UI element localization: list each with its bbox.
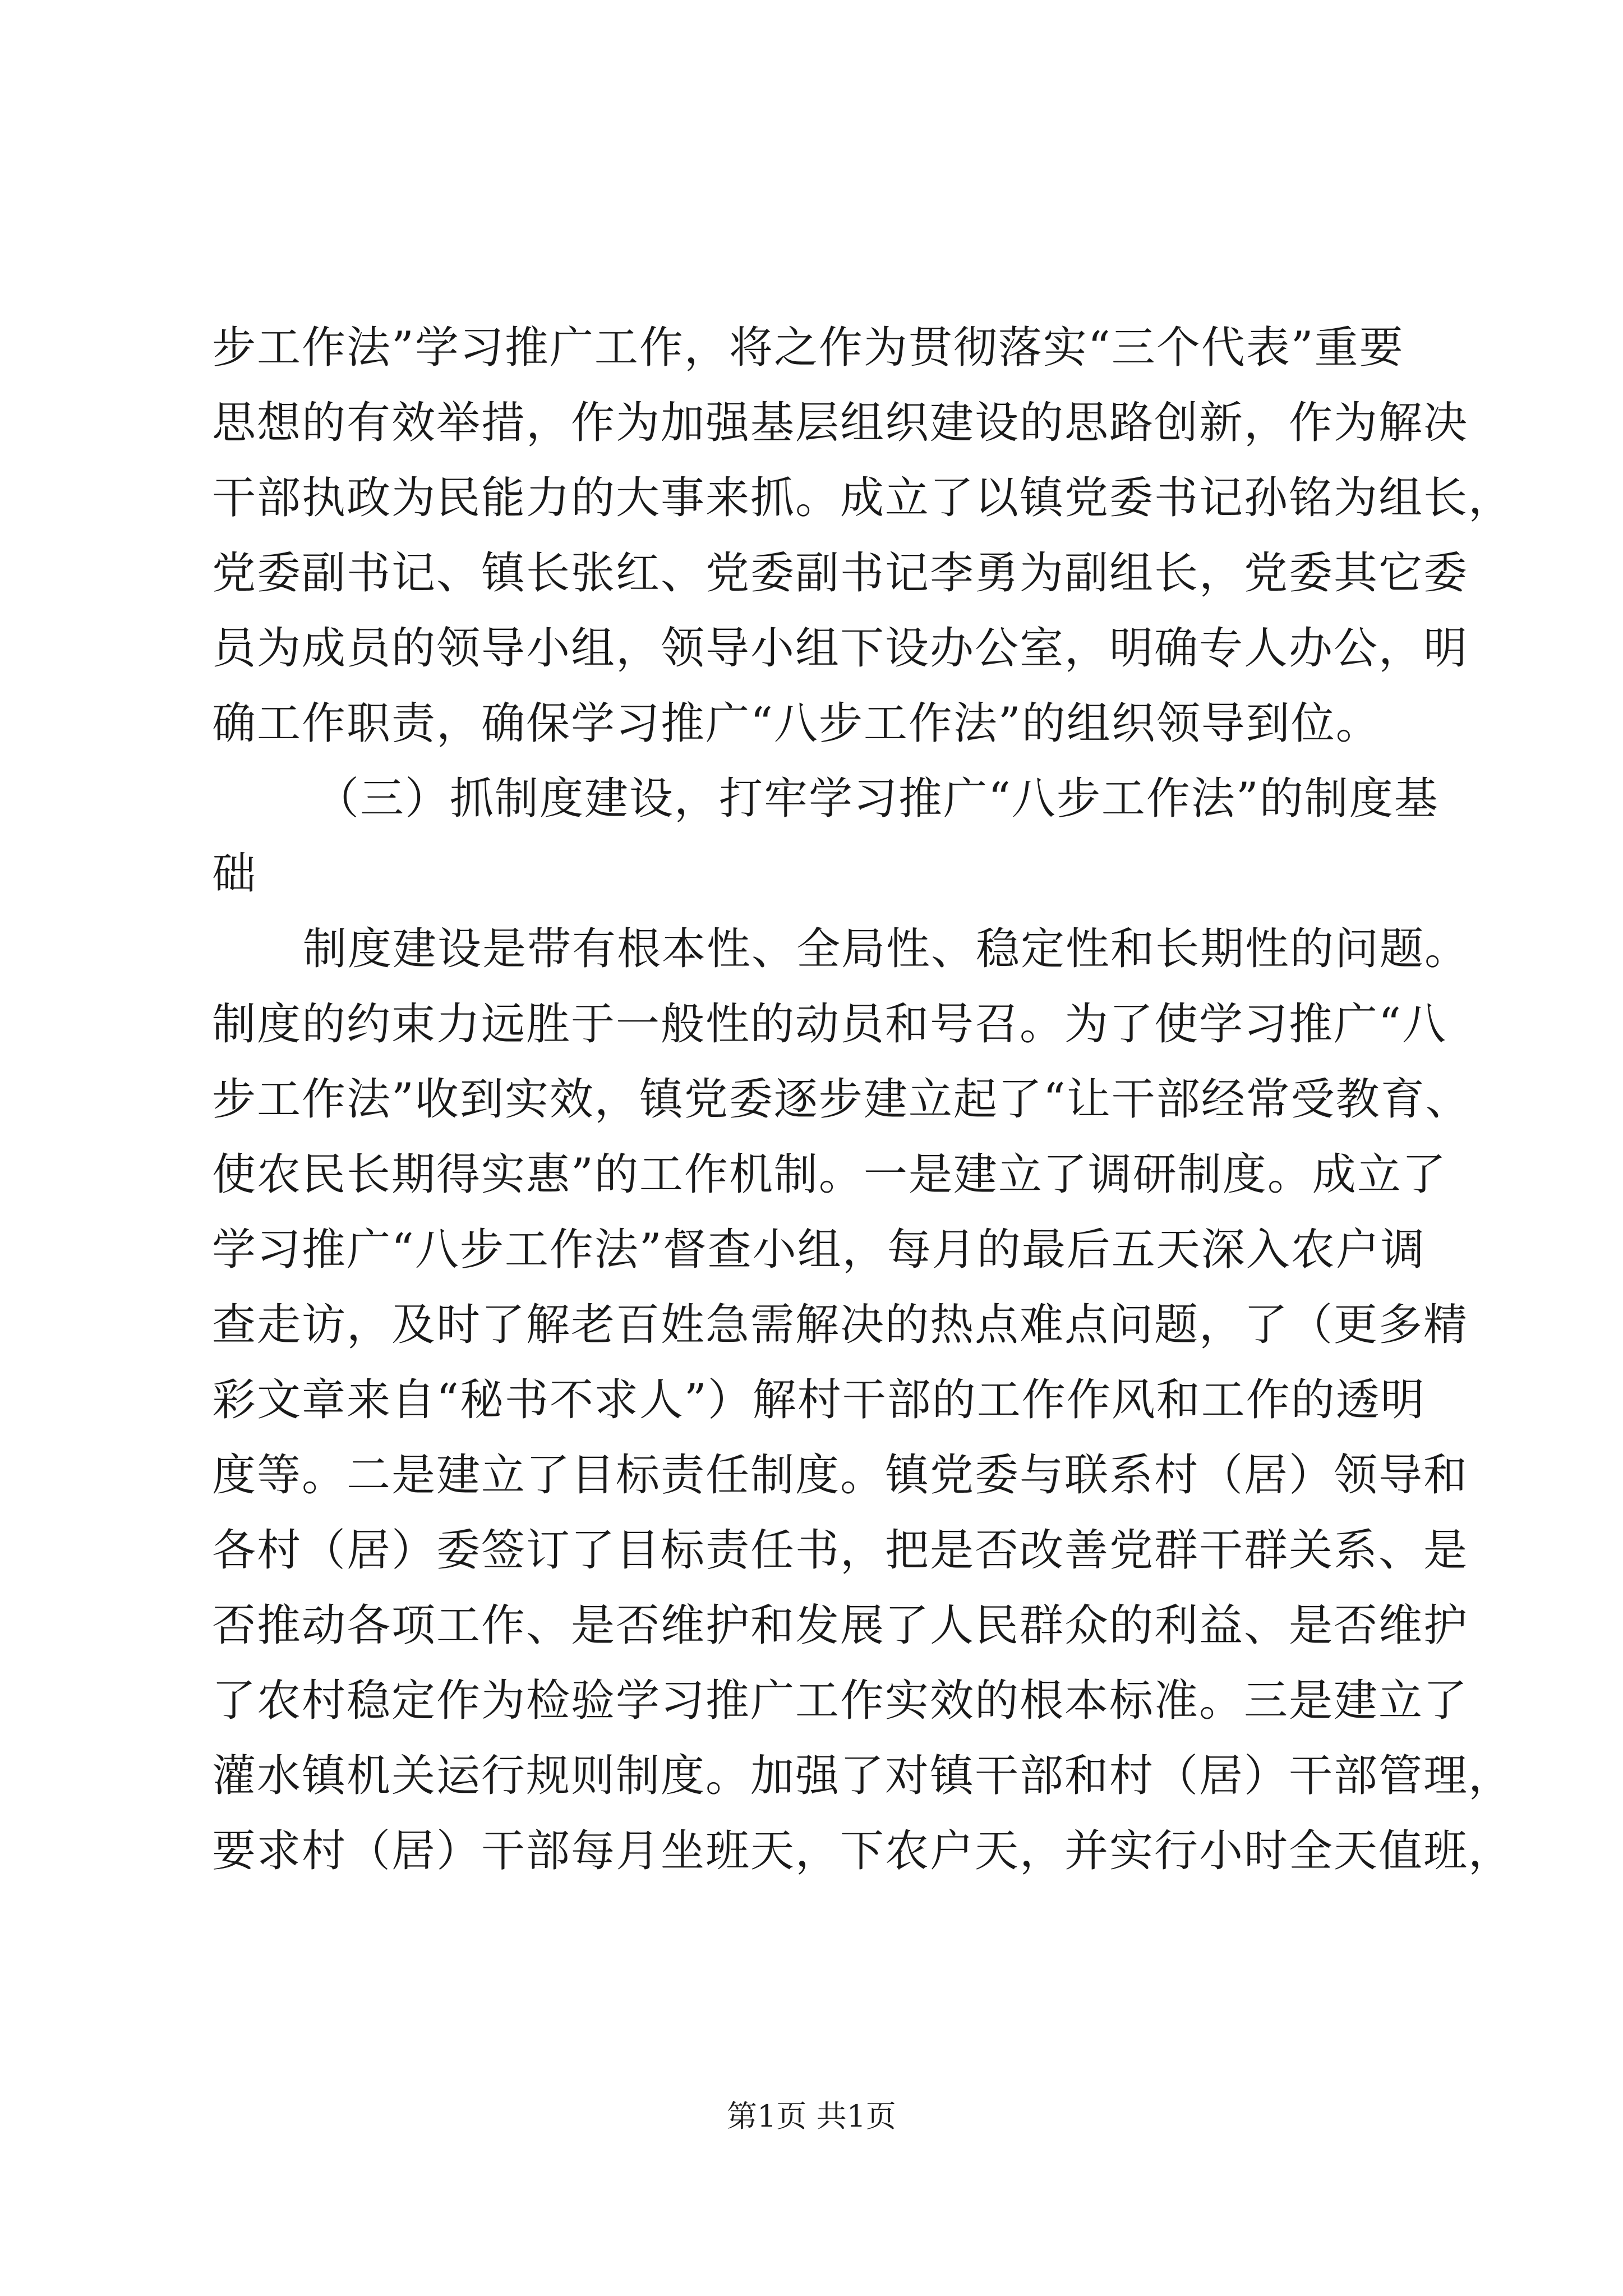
section-heading-line: （三）抓制度建设，打牢学习推广“八步工作法”的制度基 [315, 774, 1439, 824]
body-text-line: 学习推广“八步工作法”督查小组，每月的最后五天深入农户调 [212, 1225, 1426, 1275]
body-text-line: 干部执政为民能力的大事来抓。成立了以镇党委书记孙铭为组长， [212, 473, 1514, 523]
body-text-line: 步工作法”收到实效，镇党委逐步建立起了“让干部经常受教育、 [212, 1074, 1470, 1125]
body-text-line: 灌水镇机关运行规则制度。加强了对镇干部和村（居）干部管理， [212, 1751, 1514, 1801]
body-text-line: 思想的有效举措，作为加强基层组织建设的思路创新，作为解决 [212, 398, 1469, 448]
section-heading-line: 础 [212, 849, 257, 899]
body-text-line: 步工作法”学习推广工作，将之作为贯彻落实“三个代表”重要 [212, 323, 1404, 373]
body-text-line: 各村（居）委签订了目标责任书，把是否改善党群干群关系、是 [212, 1525, 1469, 1576]
page-footer: 第1页 共1页 [727, 2099, 896, 2134]
body-text-line: 员为成员的领导小组，领导小组下设办公室，明确专人办公，明 [212, 623, 1469, 674]
body-text-line: 查走访，及时了解老百姓急需解决的热点难点问题，了（更多精 [212, 1300, 1469, 1350]
body-text-line: 否推动各项工作、是否维护和发展了人民群众的利益、是否维护 [212, 1600, 1469, 1651]
body-text-line: 制度建设是带有根本性、全局性、稳定性和长期性的问题。 [303, 924, 1470, 974]
body-text-line: 制度的约束力远胜于一般性的动员和号召。为了使学习推广“八 [212, 999, 1447, 1050]
body-text-line: 确工作职责，确保学习推广“八步工作法”的组织领导到位。 [212, 698, 1381, 749]
body-text-line: 党委副书记、镇长张红、党委副书记李勇为副组长，党委其它委 [212, 548, 1469, 599]
body-text-line: 要求村（居）干部每月坐班天，下农户天，并实行小时全天值班， [212, 1826, 1514, 1876]
body-text-line: 彩文章来自“秘书不求人”）解村干部的工作作风和工作的透明 [212, 1375, 1426, 1425]
body-text-line: 了农村稳定作为检验学习推广工作实效的根本标准。三是建立了 [212, 1676, 1469, 1726]
body-text-line: 使农民长期得实惠”的工作机制。一是建立了调研制度。成立了 [212, 1149, 1447, 1200]
body-text-line: 度等。二是建立了目标责任制度。镇党委与联系村（居）领导和 [212, 1450, 1469, 1501]
